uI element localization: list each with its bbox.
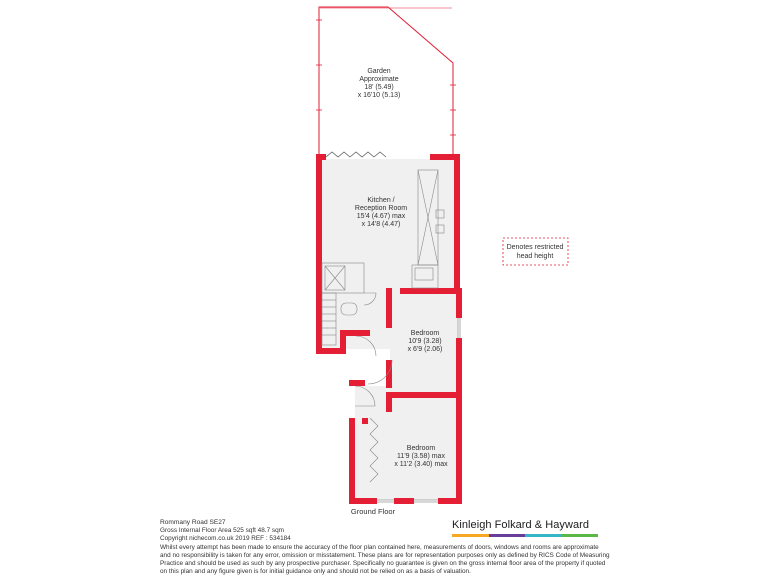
brand-bar-segment — [489, 534, 526, 537]
bedroom1-label — [408, 330, 443, 353]
garden-line3: 18' (5.49) — [364, 84, 394, 91]
legend-line-2: head height — [516, 253, 554, 260]
garden-line2: Approximate — [359, 76, 399, 83]
kitchen-line2: Reception Room — [354, 205, 408, 212]
bedroom2-line2: 11'9 (3.58) max — [397, 453, 445, 460]
garden-line4: x 16'10 (5.13) — [357, 92, 401, 99]
legend-line-1: Denotes restricted — [506, 244, 564, 251]
kitchen-line4: x 14'8 (4.47) — [361, 221, 401, 228]
floor-area: Gross Internal Floor Area 525 sqft 48.7 sqm — [160, 527, 284, 534]
bedroom1-line3: x 6'9 (2.06) — [407, 346, 443, 353]
bedroom1-line2: 10'9 (3.28) — [408, 338, 442, 345]
property-address: Rommany Road SE27 — [160, 519, 226, 526]
brand-color-bar — [452, 534, 598, 537]
bedroom2-name: Bedroom — [406, 445, 436, 452]
kitchen-name: Kitchen / — [367, 197, 395, 204]
agent-logo — [452, 519, 602, 537]
brand-bar-segment — [452, 534, 489, 537]
bedroom2-line3: x 11'2 (3.40) max — [394, 461, 448, 468]
garden-name: Garden — [367, 68, 391, 75]
restricted-height-legend — [503, 238, 568, 265]
bedroom1-name: Bedroom — [410, 330, 440, 337]
disclaimer-text: Whilst every attempt has been made to ensure the accuracy of the floor plan contained here, measurements of doors, windows and rooms are approximate and no responsibility is taken for any error, omission or misstatement. These plans are for representation purposes only as defined by RICS Code of Measuring Practice and should be used as such by any prospective purchaser. Specifically no guarantee is given on the gross internal floor area of the property if quoted on this plan and any figure given is for initial guidance only and should not be relied on as a basis of valuation. — [160, 544, 610, 575]
kitchen-line3: 15'4 (4.67) max — [356, 213, 406, 220]
garden-label — [358, 68, 401, 99]
bifold-doors — [326, 152, 386, 157]
brand-bar-segment — [525, 534, 562, 537]
floor-label: Ground Floor — [350, 507, 396, 516]
brand-bar-segment — [562, 534, 599, 537]
copyright-line: Copyright nichecom.co.uk 2019 REF : 534184 — [160, 535, 291, 542]
agent-name: Kinleigh Folkard & Hayward — [452, 519, 590, 531]
